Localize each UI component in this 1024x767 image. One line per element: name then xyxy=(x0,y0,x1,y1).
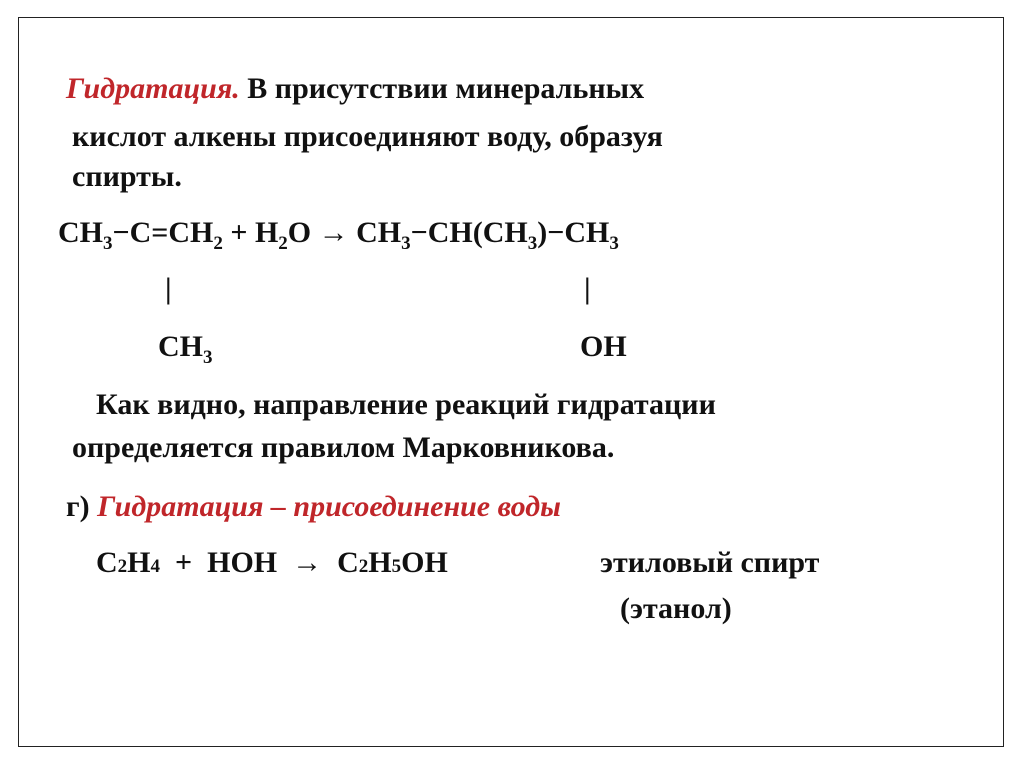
section-heading xyxy=(66,490,561,524)
eq2-sub: 5 xyxy=(391,556,402,577)
eq1-text: CH xyxy=(356,216,402,249)
equation-ethylene-hydration xyxy=(96,546,448,584)
eq1-text: )−CH xyxy=(537,216,610,249)
conclusion-line-2: определяется правилом Марковникова. xyxy=(72,431,615,464)
branch-right-group: OH xyxy=(580,330,627,363)
branch-left-bond: | xyxy=(165,272,172,305)
eq2-text: C xyxy=(337,546,359,579)
eq2-text: H xyxy=(368,546,392,579)
eq2-sub: 2 xyxy=(358,556,369,577)
eq2-sub: 2 xyxy=(117,556,128,577)
eq2-sub: 4 xyxy=(150,556,161,577)
intro-line-1 xyxy=(66,72,644,106)
eq2-text: OH xyxy=(401,546,448,579)
branch-left-text: CH xyxy=(158,330,203,363)
eq1-sub: 3 xyxy=(103,233,113,254)
conclusion-line-1: Как видно, направление реакций гидратации xyxy=(96,388,716,421)
eq1-text: CH xyxy=(58,216,103,249)
product-alt-name: (этанол) xyxy=(620,592,732,625)
intro-text-1: В присутствии минеральных xyxy=(239,72,645,105)
term-hydration: Гидратация. xyxy=(66,72,240,105)
eq1-sub: 2 xyxy=(278,233,288,254)
eq2-operator: + HOH → xyxy=(160,546,338,579)
eq1-sub: 3 xyxy=(527,233,538,254)
eq1-text: −CH(CH xyxy=(410,216,528,249)
eq2-text: C xyxy=(96,546,118,579)
equation-propene-hydration xyxy=(58,216,619,261)
intro-line-2: кислот алкены присоединяют воду, образуя xyxy=(72,120,663,153)
eq1-text: + H xyxy=(222,216,279,249)
eq1-text: O xyxy=(287,216,312,249)
branch-left-group xyxy=(158,330,213,375)
branch-right-bond: | xyxy=(584,272,591,305)
eq1-sub: 2 xyxy=(213,233,223,254)
eq2-text: H xyxy=(127,546,151,579)
product-name: этиловый спирт xyxy=(600,546,820,579)
section-title: Гидратация – присоединение воды xyxy=(97,490,561,523)
branch-left-sub: 3 xyxy=(203,347,213,368)
section-marker: г) xyxy=(66,490,90,523)
eq1-text: −C=CH xyxy=(112,216,214,249)
eq1-arrow: → xyxy=(311,216,357,249)
intro-line-3: спирты. xyxy=(72,160,182,193)
eq1-sub: 3 xyxy=(609,233,619,254)
eq1-sub: 3 xyxy=(401,233,411,254)
